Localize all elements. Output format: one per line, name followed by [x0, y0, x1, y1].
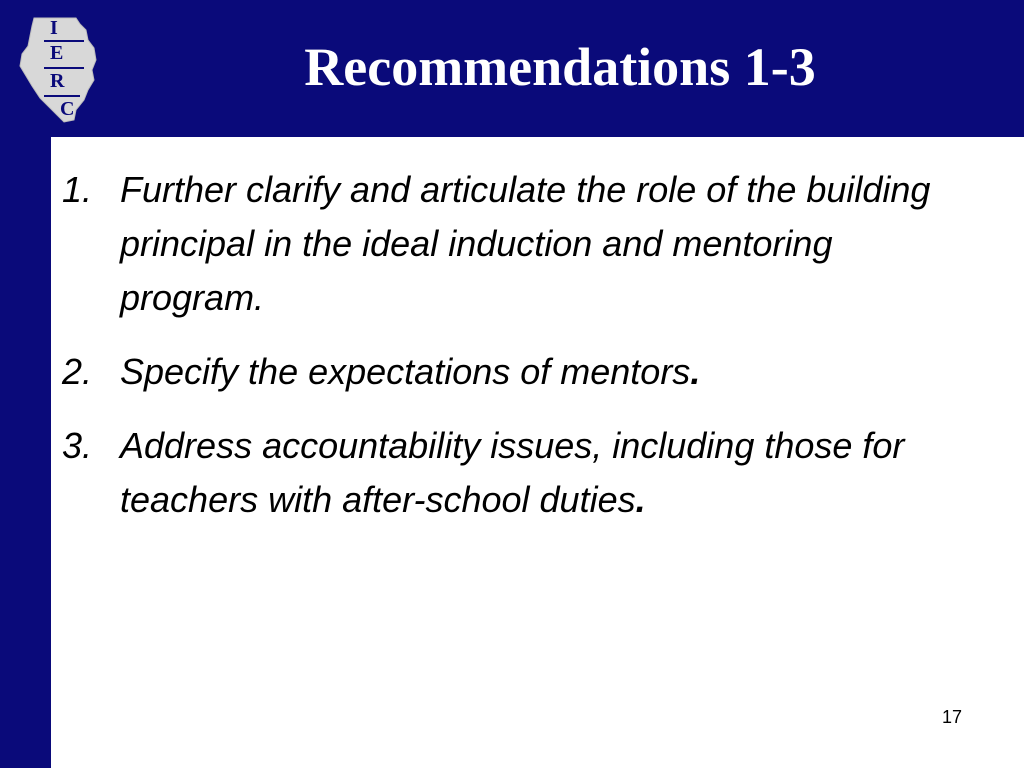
ierc-logo [14, 14, 104, 126]
logo-letter-r: R [50, 70, 65, 92]
list-item-number: 1. [62, 169, 93, 210]
recommendation-list [62, 163, 982, 547]
list-item [62, 163, 982, 325]
logo-letter-c: C [60, 98, 75, 120]
list-item [62, 419, 982, 527]
list-item [62, 345, 982, 399]
slide-number: 17 [941, 707, 962, 727]
logo-letter-i: I [50, 17, 58, 39]
list-item-text: Address accountability issues, including those for teachers with after-school duties. [120, 425, 905, 520]
logo-letter-e: E [50, 42, 64, 64]
list-item-text: Specify the expectations of mentors. [120, 351, 701, 392]
list-item-number: 2. [62, 351, 93, 392]
slide-title: Recommendations 1-3 [304, 37, 816, 97]
list-item-text: Further clarify and articulate the role of the building principal in the ideal induction and mentoring program. [120, 169, 931, 318]
list-item-number: 3. [62, 425, 93, 466]
